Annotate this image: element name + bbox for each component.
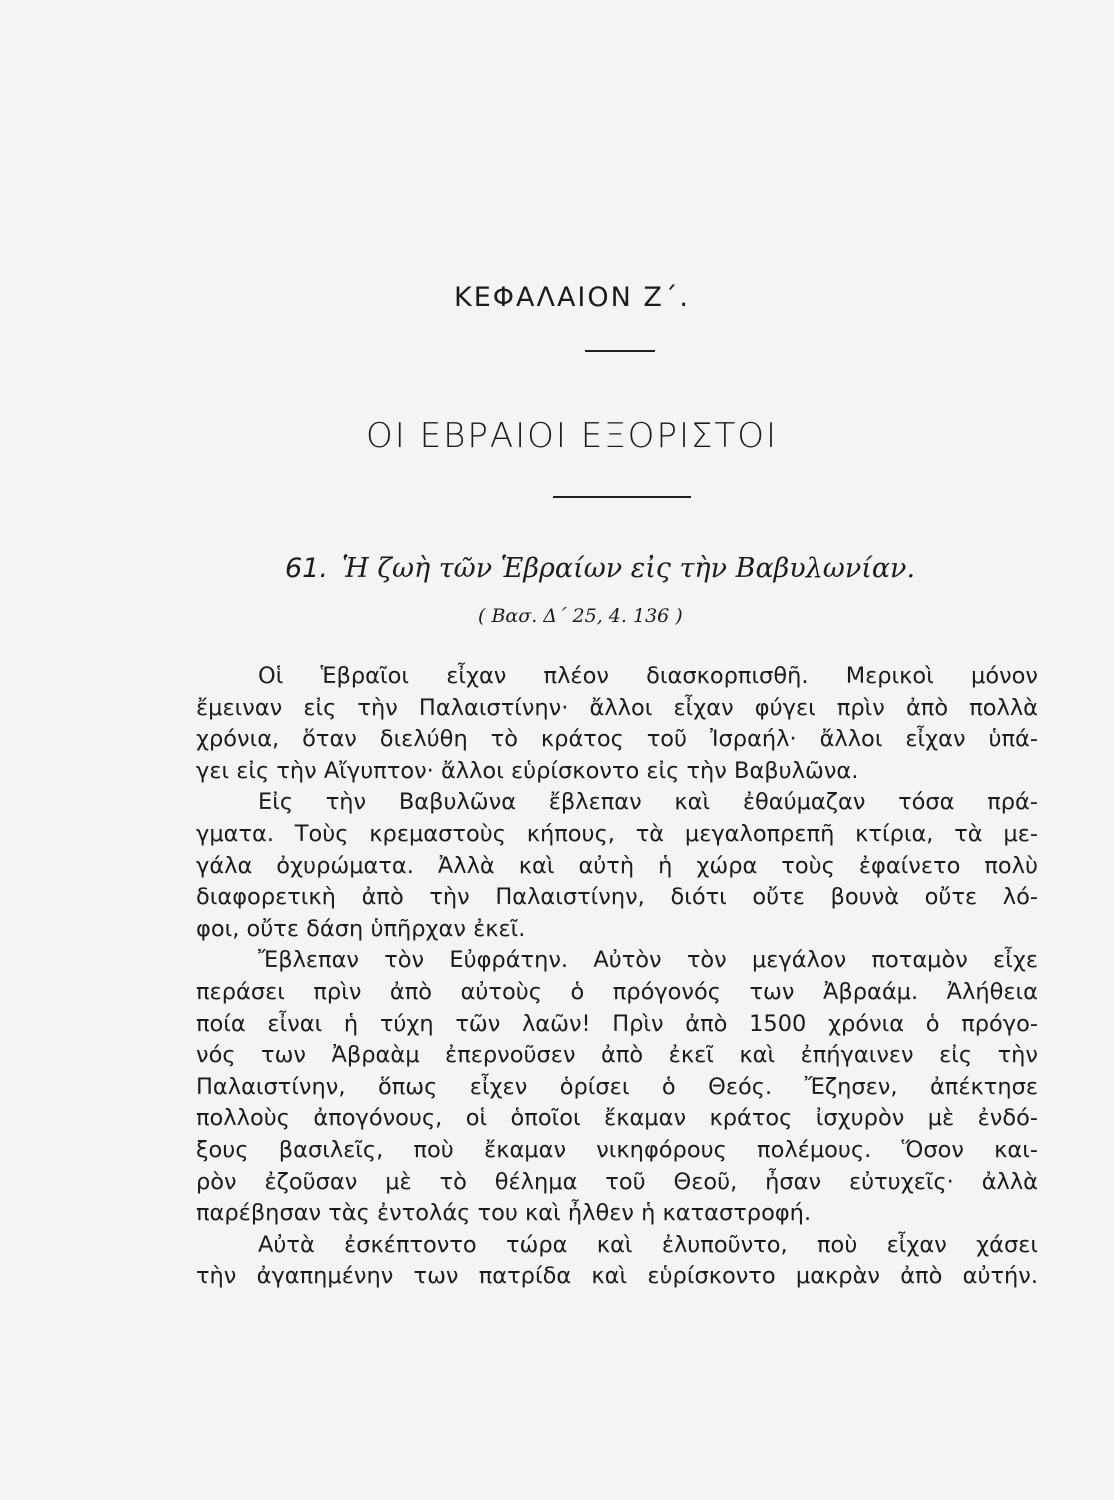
section-number: 61.: [285, 553, 328, 584]
text-line: Οἱ Ἑβραῖοι εἶχαν πλέον διασκορπισθῆ. Μερικοὶ μόνον: [258, 663, 1038, 689]
text-line: φοι, οὔτε δάση ὑπῆρχαν ἐκεῖ.: [196, 915, 526, 942]
chapter-divider-long: [553, 496, 691, 498]
chapter-label: ΚΕΦΑΛΑΙΟΝ Ζ΄.: [453, 282, 690, 313]
text-line: γματα. Τοὺς κρεμαστοὺς κήπους, τὰ μεγαλοπρεπῆ κτίρια, τὰ με-: [196, 820, 1038, 847]
scripture-reference: ( Βασ. Δ΄ 25, 4. 136 ): [478, 605, 683, 627]
text-line: Ἔβλεπαν τὸν Εὐφράτην. Αὐτὸν τὸν μεγάλον ποταμὸν εἶχε: [258, 947, 1038, 974]
chapter-divider-short: [585, 350, 655, 352]
body-text: [196, 661, 1038, 1293]
text-line: Παλαιστίνην, ὅπως εἶχεν ὁρίσει ὁ Θεός. Ἔζησεν, ἀπέκτησε: [196, 1073, 1038, 1100]
section-heading: [285, 553, 915, 584]
section-title: Ἡ ζωὴ τῶν Ἑβραίων εἰς τὴν Βαβυλωνίαν.: [341, 553, 916, 584]
text-line: γει εἰς τὴν Αἴγυπτον· ἄλλοι εὑρίσκοντο εἰς τὴν Βαβυλῶνα.: [196, 757, 859, 784]
text-line: ἔμειναν εἰς τὴν Παλαιστίνην· ἄλλοι εἶχαν φύγει πρὶν ἀπὸ πολλὰ: [196, 694, 1038, 721]
text-line: νός των Ἀβραὰμ ἐπερνοῦσεν ἀπὸ ἐκεῖ καὶ ἐπήγαινεν εἰς τὴν: [196, 1042, 1038, 1069]
text-line: ξους βασιλεῖς, ποὺ ἔκαμαν νικηφόρους πολέμους. Ὅσον και-: [196, 1136, 1038, 1163]
text-line: διαφορετικὴ ἀπὸ τὴν Παλαιστίνην, διότι οὔτε βουνὰ οὔτε λό-: [196, 884, 1038, 911]
text-line: περάσει πρὶν ἀπὸ αὐτοὺς ὁ πρόγονός των Ἀβραάμ. Ἀλήθεια: [196, 978, 1038, 1005]
text-line: χρόνια, ὅταν διελύθη τὸ κράτος τοῦ Ἰσραήλ· ἄλλοι εἶχαν ὑπά-: [196, 726, 1038, 753]
chapter-title: ΟΙ ΕΒΡΑΙΟΙ ΕΞΟΡΙΣΤΟΙ: [365, 416, 779, 456]
text-line: ποία εἶναι ἡ τύχη τῶν λαῶν! Πρὶν ἀπὸ 1500 χρόνια ὁ πρόγο-: [196, 1010, 1038, 1037]
text-line: τὴν ἀγαπημένην των πατρίδα καὶ εὑρίσκοντο μακρὰν ἀπὸ αὐτήν.: [196, 1263, 1038, 1290]
text-line: Εἰς τὴν Βαβυλῶνα ἔβλεπαν καὶ ἐθαύμαζαν τόσα πρά-: [258, 789, 1038, 816]
text-line: πολλοὺς ἀπογόνους, οἱ ὁποῖοι ἔκαμαν κράτος ἰσχυρὸν μὲ ἐνδό-: [196, 1105, 1038, 1132]
text-line: Αὐτὰ ἐσκέπτοντο τώρα καὶ ἐλυποῦντο, ποὺ εἶχαν χάσει: [258, 1231, 1038, 1258]
text-line: γάλα ὀχυρώματα. Ἀλλὰ καὶ αὐτὴ ἡ χώρα τοὺς ἐφαίνετο πολὺ: [196, 852, 1038, 879]
text-line: ρὸν ἐζοῦσαν μὲ τὸ θέλημα τοῦ Θεοῦ, ἦσαν εὐτυχεῖς· ἀλλὰ: [196, 1168, 1038, 1195]
text-line: παρέβησαν τὰς ἐντολάς του καὶ ἦλθεν ἡ καταστροφή.: [196, 1200, 812, 1227]
